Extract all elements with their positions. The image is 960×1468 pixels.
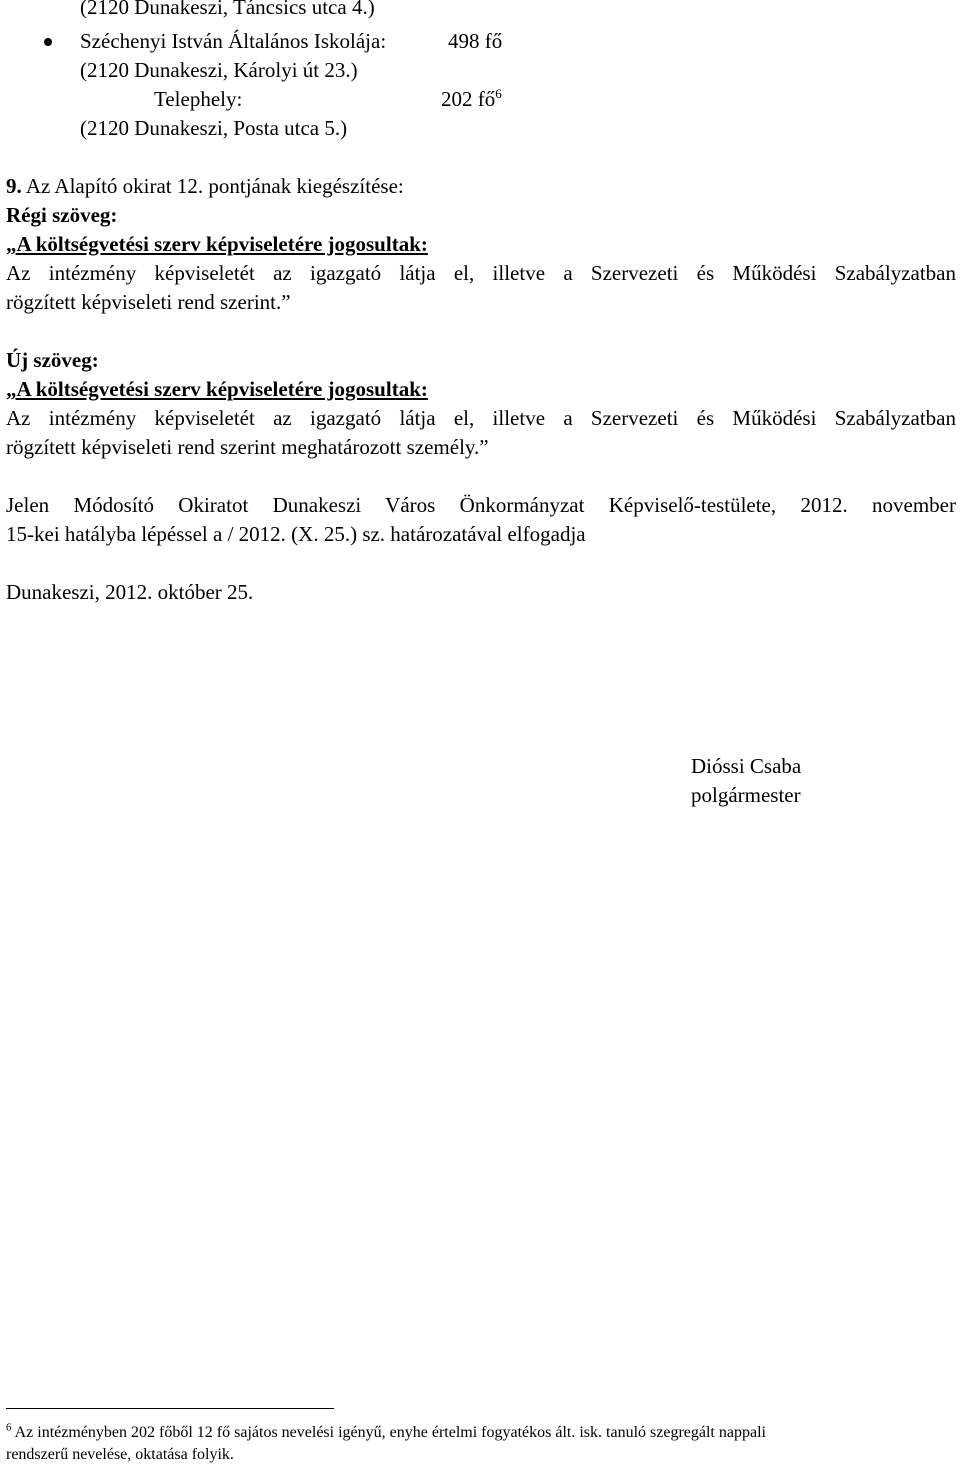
section-9-heading: 9. Az Alapító okirat 12. pontjának kiegészítése:: [6, 174, 404, 198]
footnote-reference: 6: [495, 86, 502, 101]
site-address: (2120 Dunakeszi, Posta utca 5.): [80, 116, 348, 140]
list-item-school: Széchenyi István Általános Iskolája:: [80, 29, 387, 53]
place-and-date: Dunakeszi, 2012. október 25.: [6, 580, 254, 604]
footnote-number: 6: [6, 1421, 12, 1434]
list-item-school-count: 498 fő: [448, 29, 503, 53]
old-text-line-1: Az intézmény képviseletét az igazgató látja el, illetve a Szervezeti és Működési Szabályzatban: [6, 261, 956, 285]
bullet-icon: [44, 38, 52, 46]
old-text-line-2: rögzített képviseleti rend szerint.”: [6, 290, 291, 314]
old-text-title: „A költségvetési szerv képviseletére jogosultak:: [6, 232, 428, 256]
new-text-line-2: rögzített képviseleti rend szerint meghatározott személy.”: [6, 435, 489, 459]
footnote-line-2: rendszerű nevelése, oktatása folyik.: [6, 1446, 234, 1463]
footnote-line-1: $^6$ Az intézményben 202 főből 12 fő sajátos nevelési igényű, enyhe értelmi fogyatékos ált. isk. tanuló szegregált nappali: [6, 1421, 766, 1441]
footnote-separator: [6, 1408, 334, 1409]
previous-item-address: (2120 Dunakeszi, Táncsics utca 4.): [80, 0, 375, 19]
signatory-name: Dióssi Csaba: [691, 754, 802, 778]
closing-line-2: 15-kei hatályba lépéssel a / 2012. (X. 25.) sz. határozatával elfogadja: [6, 522, 586, 546]
new-text-label: Új szöveg:: [6, 348, 99, 372]
site-label: Telephely:: [154, 87, 243, 111]
list-item-school-address: (2120 Dunakeszi, Károlyi út 23.): [80, 58, 358, 82]
closing-line-1: Jelen Módosító Okiratot Dunakeszi Város Önkormányzat Képviselő-testülete, 2012. november: [6, 493, 956, 517]
new-text-title: „A költségvetési szerv képviseletére jogosultak:: [6, 377, 428, 401]
signatory-title: polgármester: [691, 783, 801, 807]
site-count: 202 $fő^6$: [441, 86, 502, 111]
old-text-label: Régi szöveg:: [6, 203, 118, 227]
new-text-line-1: Az intézmény képviseletét az igazgató látja el, illetve a Szervezeti és Működési Szabályzatban: [6, 406, 956, 430]
